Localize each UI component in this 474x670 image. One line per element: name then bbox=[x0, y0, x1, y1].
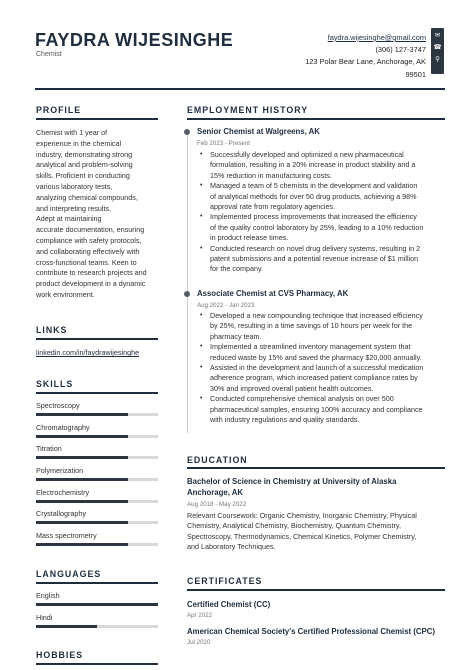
links-heading-rule bbox=[36, 338, 158, 340]
skills-heading: SKILLS bbox=[36, 379, 74, 389]
skill-name: Chromatography bbox=[36, 423, 90, 432]
job-date: Aug 2022 - Jan 2023 bbox=[197, 302, 255, 309]
certificate-date: Apr 2022 bbox=[187, 612, 213, 619]
profile-heading-rule bbox=[36, 118, 158, 120]
employment-timeline bbox=[187, 133, 188, 433]
email-link[interactable]: faydra.wijesinghe@gmail.com bbox=[327, 33, 426, 42]
job-bullet: • Implemented process improvements that increased the efficiency of the quality control laboratory by 25%, leading to a 10% reduction in product release times. bbox=[200, 212, 450, 243]
certificate-title: American Chemical Society's Certified Professional Chemist (CPC) bbox=[187, 627, 435, 636]
skill-level-bar bbox=[36, 543, 158, 546]
header-divider bbox=[35, 88, 445, 90]
languages-heading: LANGUAGES bbox=[36, 569, 102, 579]
education-coursework: Relevant Coursework: Organic Chemistry, Inorganic Chemistry, Physical Chemistry, Analytical Chemistry, Biochemistry, Quantum Chemistry, Spectroscopy, Thermodynamics, Chemical Kinetics, Polymer Chemistry, and Laboratory Techniques. bbox=[187, 511, 417, 552]
hobbies-heading-rule bbox=[36, 663, 158, 665]
job-bullet: • Developed a new compounding technique that increased efficiency by 25%, resulting in a time savings of 10 hours per week for the pharmacy team. bbox=[200, 311, 450, 342]
skill-level-bar bbox=[36, 500, 158, 503]
job-bullet: • Successfully developed and optimized a new pharmaceutical formulation, resulting in a 20% increase in product stability and a 15% reduction in manufacturing costs. bbox=[200, 150, 450, 181]
location-pin-icon: ⚲ bbox=[435, 56, 440, 63]
profile-summary: Chemist with 1 year of experience in the chemical industry, demonstrating strong analytical and problem-solving skills. Proficient in conducting various laboratory tests, analyzing chemical compounds, and interpreting results. Adept at maintaining accurate documentation, ensuring compliance with safety protocols, and collaborating effectively with cross-functional teams. Keen to contribute to research projects and product development in a dynamic work environment. bbox=[36, 128, 147, 299]
job-bullet: • Conducted research on novel drug delivery systems, resulting in 2 patent submissions and a potential revenue increase of $1 million for the company. bbox=[200, 244, 450, 275]
job-bullet: • Assisted in the development and launch of a successful medication adherence program, which increased patient compliance rates by 30% and improved overall patient health outcomes. bbox=[200, 363, 450, 394]
contact-icon-bar bbox=[431, 28, 444, 74]
candidate-name: FAYDRA WIJESINGHE bbox=[35, 30, 234, 50]
certificate-date: Jul 2020 bbox=[187, 639, 211, 646]
contact-block bbox=[305, 32, 426, 81]
education-heading-rule bbox=[187, 467, 445, 469]
job-bullet: • Managed a team of 5 chemists in the development and validation of analytical methods for over 50 drug products, achieving a 98% approval rate from regulatory agencies. bbox=[200, 181, 450, 212]
skill-level-bar bbox=[36, 435, 158, 438]
job-title: Associate Chemist at CVS Pharmacy, AK bbox=[197, 289, 349, 298]
language-level-bar bbox=[36, 625, 158, 628]
job-bullets bbox=[200, 311, 450, 425]
skill-level-bar bbox=[36, 456, 158, 459]
phone-number: (306) 127-3747 bbox=[375, 45, 426, 55]
skill-name: Electrochemistry bbox=[36, 488, 90, 497]
envelope-icon: ✉ bbox=[434, 32, 441, 39]
skill-name: Titration bbox=[36, 444, 62, 453]
education-date: Aug 2018 - May 2022 bbox=[187, 501, 247, 508]
skill-level-bar bbox=[36, 413, 158, 416]
certificates-heading: CERTIFICATES bbox=[187, 576, 263, 586]
employment-heading-rule bbox=[187, 118, 445, 120]
skill-level-bar bbox=[36, 521, 158, 524]
skills-heading-rule bbox=[36, 392, 158, 394]
hobbies-heading: HOBBIES bbox=[36, 650, 84, 660]
skill-level-bar bbox=[36, 478, 158, 481]
phone-icon: ☎ bbox=[433, 44, 442, 51]
timeline-dot bbox=[184, 291, 190, 297]
skill-name: Crystallography bbox=[36, 509, 86, 518]
skill-name: Spectroscopy bbox=[36, 401, 80, 410]
job-bullet: • Implemented a streamlined inventory management system that reduced waste by 15% and saved the pharmacy $20,000 annually. bbox=[200, 342, 450, 363]
skill-name: Mass spectrometry bbox=[36, 531, 97, 540]
timeline-dot bbox=[184, 129, 190, 135]
language-name: English bbox=[36, 591, 60, 600]
employment-heading: EMPLOYMENT HISTORY bbox=[187, 105, 309, 115]
links-heading: LINKS bbox=[36, 325, 68, 335]
job-bullets bbox=[200, 150, 450, 275]
job-bullet: • Conducted comprehensive chemical analysis on over 500 pharmaceutical samples, ensuring 100% accuracy and compliance with industry regulations and quality standards. bbox=[200, 394, 450, 425]
linkedin-link[interactable]: linkedin.com/in/faydrawijesinghe bbox=[36, 348, 140, 357]
language-name: Hindi bbox=[36, 613, 53, 622]
address-line-2: 99501 bbox=[405, 69, 426, 79]
languages-heading-rule bbox=[36, 582, 158, 584]
job-date: Feb 2023 - Present bbox=[197, 140, 250, 147]
job-title-subtitle: Chemist bbox=[36, 51, 62, 58]
certificates-heading-rule bbox=[187, 589, 445, 591]
language-level-bar bbox=[36, 603, 158, 606]
job-title: Senior Chemist at Walgreens, AK bbox=[197, 127, 320, 136]
degree-title: Bachelor of Science in Chemistry at University of Alaska Anchorage, AK bbox=[187, 477, 397, 497]
skill-name: Polymerization bbox=[36, 466, 84, 475]
education-heading: EDUCATION bbox=[187, 455, 248, 465]
address-line-1: 123 Polar Bear Lane, Anchorage, AK bbox=[305, 57, 426, 67]
profile-heading: PROFILE bbox=[36, 105, 82, 115]
certificate-title: Certified Chemist (CC) bbox=[187, 600, 271, 609]
